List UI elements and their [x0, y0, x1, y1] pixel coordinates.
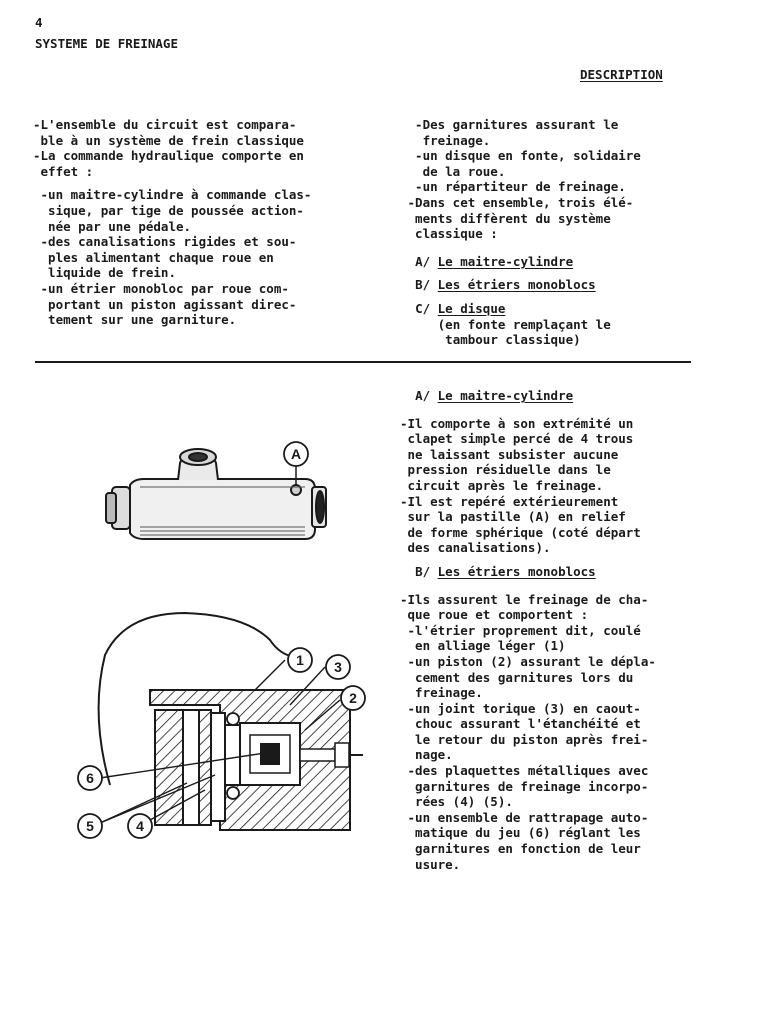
text-line: que roue et comportent : [400, 607, 589, 623]
text-line: -des canalisations rigides et sou- [33, 234, 297, 250]
text-line: -un piston (2) assurant le dépla- [400, 653, 656, 669]
caliper-section-illustration [55, 595, 380, 845]
text-line: -un étrier monobloc par roue com- [33, 280, 289, 296]
text-line: née par une pédale. [33, 218, 192, 234]
text-line: ples alimentant chaque roue en [33, 249, 274, 265]
text-line: freinage. [400, 132, 491, 148]
text-line: nage. [400, 747, 453, 763]
text-line: chouc assurant l'étanchéité et [400, 716, 641, 732]
part-label: Les étriers monoblocs [437, 277, 596, 293]
master-cylinder-illustration [100, 435, 340, 565]
text-line: garnitures en fonction de leur [400, 841, 641, 857]
section-prefix: B/ [415, 563, 431, 579]
text-line: -Il comporte à son extrémité un [400, 415, 634, 431]
text-line: garnitures de freinage incorpo- [400, 778, 649, 794]
text-line: -Ils assurent le freinage de cha- [400, 591, 649, 607]
text-line: portant un piston agissant direc- [33, 296, 297, 312]
text-line: -un ensemble de rattrapage auto- [400, 809, 649, 825]
section-a-heading [400, 388, 656, 404]
section-prefix: A/ [415, 388, 431, 403]
page-number: 4 [35, 15, 43, 30]
callout-4: 4 [136, 818, 144, 834]
callout-a: A [290, 446, 302, 462]
text-line: clapet simple percé de 4 trous [400, 431, 634, 447]
text-line: en alliage léger (1) [400, 638, 566, 654]
text-line: ble à un système de frein classique [33, 132, 304, 148]
part-item-c [400, 301, 641, 317]
section-divider [35, 361, 691, 363]
text-line: pression résiduelle dans le [400, 462, 611, 478]
callout-2: 2 [349, 690, 357, 706]
text-line: cement des garnitures lors du [400, 669, 634, 685]
text-line: sur la pastille (A) en relief [400, 509, 626, 525]
callout-3: 3 [334, 659, 342, 675]
callout-6: 6 [86, 770, 94, 786]
text-line: -un maitre-cylindre à commande clas- [33, 187, 312, 203]
text-line: ne laissant subsister aucune [400, 446, 619, 462]
text-line: -Des garnitures assurant le [400, 117, 619, 132]
text-line: ments diffèrent du système [400, 210, 611, 226]
disc-note-line: tambour classique) [437, 332, 581, 348]
disc-note-line: (en fonte remplaçant le [437, 316, 611, 332]
section-label: Les étriers monoblocs [437, 563, 596, 579]
text-line: tement sur une garniture. [33, 312, 237, 328]
text-line: matique du jeu (6) réglant les [400, 825, 641, 841]
text-line: rées (4) (5). [400, 794, 513, 810]
intro-left-column [33, 117, 311, 328]
text-line: -L'ensemble du circuit est compara- [33, 117, 297, 132]
text-line: de la roue. [400, 163, 506, 179]
text-line: effet : [33, 163, 94, 179]
text-line: liquide de frein. [33, 265, 176, 281]
callout-1: 1 [296, 652, 304, 668]
text-line: circuit après le freinage. [400, 477, 604, 493]
text-line: sique, par tige de poussée action- [33, 202, 304, 218]
page-heading: SYSTEME DE FREINAGE [35, 36, 178, 51]
text-line: -des plaquettes métalliques avec [400, 763, 649, 779]
text-line: des canalisations). [400, 540, 551, 556]
text-line: -l'étrier proprement dit, coulé [400, 622, 641, 638]
section-label: Le maitre-cylindre [437, 388, 574, 403]
details-column [400, 388, 656, 872]
text-line: usure. [400, 856, 461, 872]
part-label: Le maitre-cylindre [437, 253, 574, 269]
part-prefix: B/ [415, 277, 431, 293]
part-label: Le disque [437, 300, 506, 316]
text-line: de forme sphérique (coté départ [400, 524, 641, 540]
text-line: classique : [400, 226, 498, 242]
text-line: -La commande hydraulique comporte en [33, 148, 304, 164]
part-item-b [400, 277, 641, 293]
text-line: -un joint torique (3) en caout- [400, 700, 641, 716]
text-line: freinage. [400, 685, 483, 701]
part-prefix: A/ [415, 253, 431, 269]
callout-5: 5 [86, 818, 94, 834]
section-b-heading [400, 564, 656, 580]
text-line: -Dans cet ensemble, trois élé- [400, 194, 634, 210]
part-prefix: C/ [415, 300, 431, 316]
text-line: -un répartiteur de freinage. [400, 179, 626, 195]
text-line: le retour du piston après frei- [400, 731, 649, 747]
text-line: -un disque en fonte, solidaire [400, 148, 641, 164]
text-line: -Il est repéré extérieurement [400, 493, 619, 509]
part-item-a [400, 254, 641, 270]
intro-right-column [400, 117, 641, 348]
disc-note [400, 317, 641, 333]
section-title: DESCRIPTION [580, 67, 663, 82]
disc-note [400, 332, 641, 348]
